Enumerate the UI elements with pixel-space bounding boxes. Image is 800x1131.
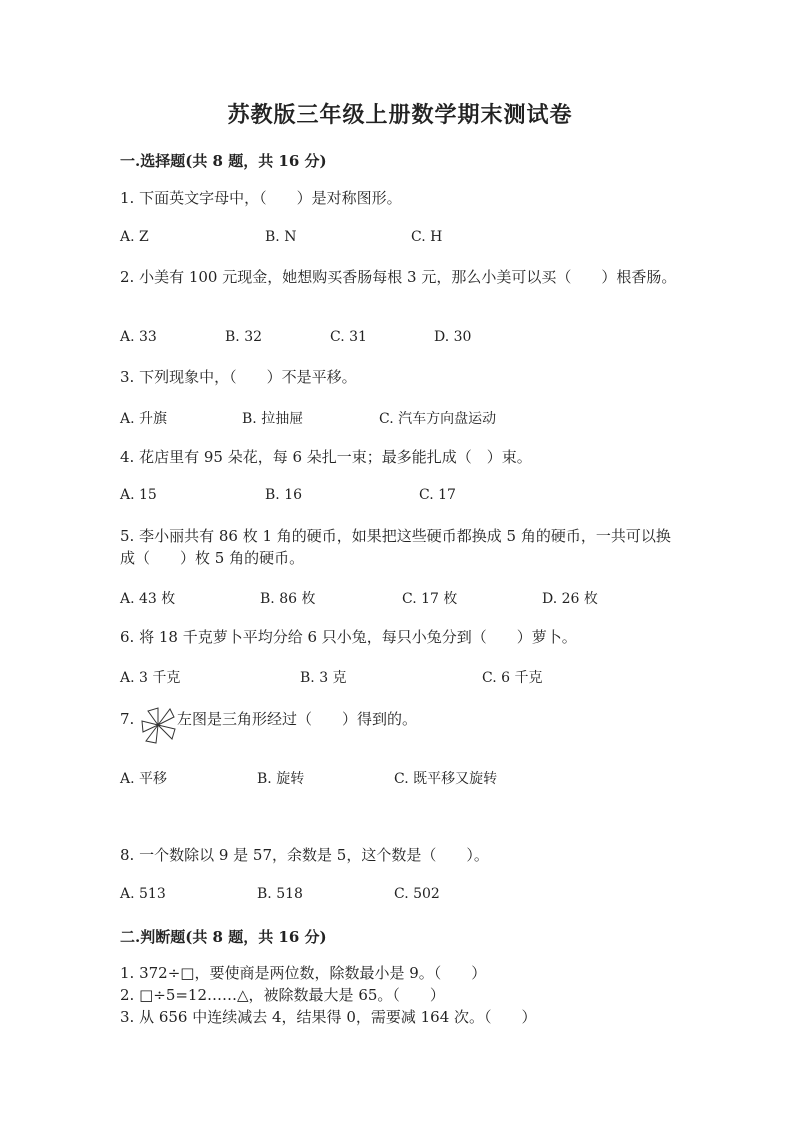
- question-2-options: [120, 329, 720, 351]
- question-3: 3. 下列现象中，（ ）不是平移。: [120, 368, 357, 386]
- page-title: 苏教版三年级上册数学期末测试卷: [227, 102, 573, 128]
- option-c[interactable]: C. 6 千克: [482, 670, 543, 686]
- section-heading-choice: 一.选择题(共 8 题，共 16 分): [120, 152, 327, 170]
- option-d[interactable]: D. 30: [434, 329, 472, 345]
- question-6: 6. 将 18 千克萝卜平均分给 6 只小兔，每只小兔分到（ ）萝卜。: [120, 628, 577, 646]
- option-c[interactable]: C. 17: [419, 487, 456, 503]
- option-c[interactable]: C. 17 枚: [402, 591, 458, 607]
- option-b[interactable]: B. 518: [257, 886, 303, 902]
- option-a[interactable]: A. 513: [120, 886, 166, 902]
- section-heading-judge: 二.判断题(共 8 题，共 16 分): [120, 928, 327, 946]
- question-1: 1. 下面英文字母中，（ ）是对称图形。: [120, 189, 402, 207]
- judge-item: 2. □÷5=12……△，被除数最大是 65。（ ）: [120, 986, 445, 1004]
- option-d[interactable]: D. 26 枚: [542, 591, 598, 607]
- option-c[interactable]: C. 汽车方向盘运动: [379, 411, 497, 427]
- question-6-options: [120, 667, 720, 689]
- option-a[interactable]: A. 43 枚: [120, 591, 176, 607]
- option-a[interactable]: A. 15: [120, 487, 157, 503]
- option-a[interactable]: A. 升旗: [120, 411, 168, 427]
- option-b[interactable]: B. 32: [225, 329, 263, 345]
- option-b[interactable]: B. N: [265, 229, 297, 245]
- option-a[interactable]: A. 33: [120, 329, 157, 345]
- question-1-options: [120, 229, 720, 251]
- question-7-number: 7.: [120, 710, 135, 728]
- option-a[interactable]: A. 平移: [120, 771, 168, 787]
- judge-item: 3. 从 656 中连续减去 4，结果得 0，需要减 164 次。（ ）: [120, 1008, 537, 1026]
- question-8: 8. 一个数除以 9 是 57，余数是 5，这个数是（ ）。: [120, 846, 489, 864]
- option-a[interactable]: A. 3 千克: [120, 670, 181, 686]
- question-2: 2. 小美有 100 元现金，她想购买香肠每根 3 元，那么小美可以买（ ）根香肠。: [120, 268, 677, 286]
- question-4: 4. 花店里有 95 朵花，每 6 朵扎一束；最多能扎成（ ）束。: [120, 448, 532, 466]
- question-5-options: [120, 588, 720, 610]
- option-b[interactable]: B. 86 枚: [260, 591, 316, 607]
- option-b[interactable]: B. 拉抽屉: [242, 411, 304, 427]
- question-3-options: [120, 408, 720, 430]
- option-b[interactable]: B. 旋转: [257, 771, 305, 787]
- judge-item: 1. 372÷□，要使商是两位数，除数最小是 9。（ ）: [120, 964, 487, 982]
- pinwheel-triangle-figure: [140, 705, 176, 745]
- question-4-options: [120, 487, 720, 509]
- option-b[interactable]: B. 3 克: [300, 670, 347, 686]
- option-c[interactable]: C. 31: [330, 329, 367, 345]
- option-c[interactable]: C. 502: [394, 886, 440, 902]
- option-c[interactable]: C. H: [411, 229, 443, 245]
- option-a[interactable]: A. Z: [120, 229, 149, 245]
- question-8-options: [120, 886, 720, 908]
- question-5: 5. 李小丽共有 86 枚 1 角的硬币，如果把这些硬币都换成 5 角的硬币，一共可以换成（ ）枚 5 角的硬币。: [120, 527, 671, 567]
- question-7-options: [120, 768, 720, 790]
- option-c[interactable]: C. 既平移又旋转: [394, 771, 498, 787]
- option-b[interactable]: B. 16: [265, 487, 303, 503]
- question-7: 左图是三角形经过（ ）得到的。: [177, 710, 418, 728]
